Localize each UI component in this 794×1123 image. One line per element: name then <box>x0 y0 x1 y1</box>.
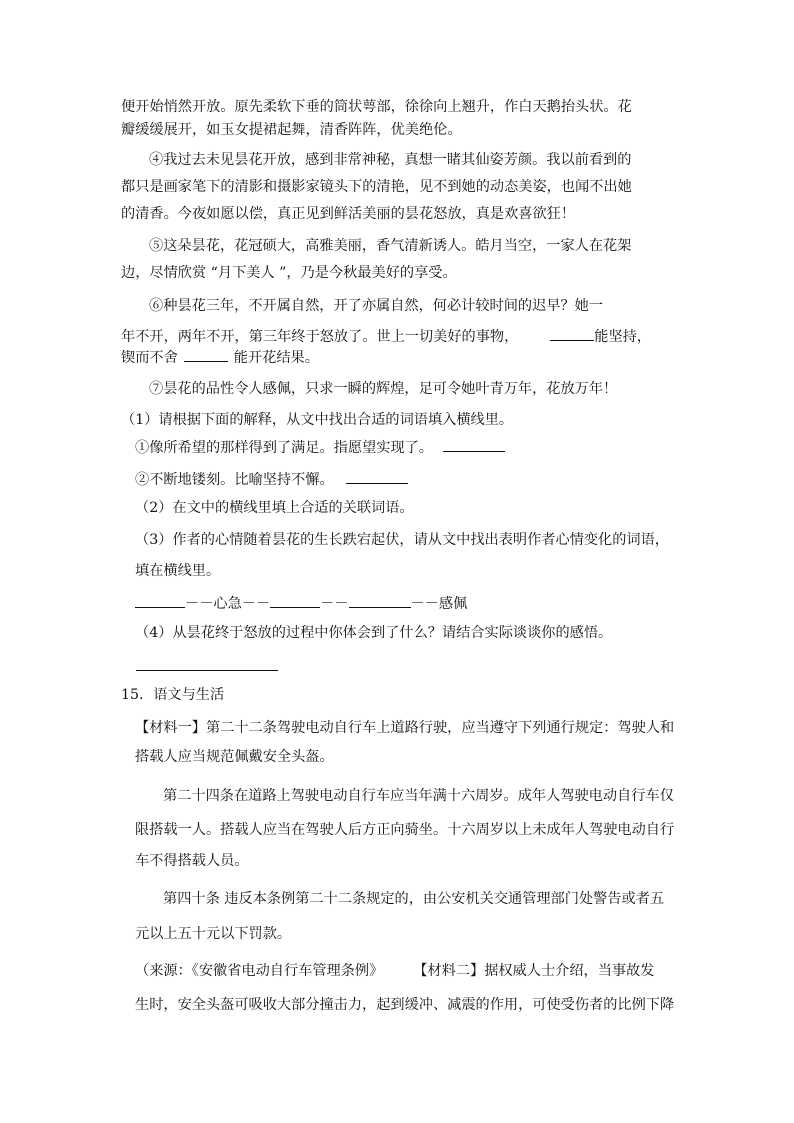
article-24-line-3: 车不得搭载人员。 <box>135 853 249 869</box>
question-2: （2）在文中的横线里填上合适的关联词语。 <box>135 500 414 516</box>
answer-blank-1b[interactable] <box>346 470 408 484</box>
material-2-line-1: 【材料二】据权威人士介绍，当事故发 <box>413 963 655 979</box>
question-1: （1）请根据下面的解释，从文中找出合适的词语填入横线里。 <box>121 412 514 428</box>
question-3-mood-chain <box>135 594 467 613</box>
material-1-line-2: 搭载人应当规范佩戴安全头盔。 <box>135 749 334 765</box>
para-3-line-1: 便开始悄然开放。原先柔软下垂的筒状萼部，徐徐向上翘升，作白天鹅抬头状。花 <box>121 99 632 115</box>
para-7: ⑦昙花的品性令人感佩，只求一瞬的辉煌，足可令她叶青万年，花放万年！ <box>149 381 618 397</box>
source-and-material-2 <box>135 962 654 980</box>
answer-blank-1a[interactable] <box>443 438 505 452</box>
question-4: （4）从昙花终于怒放的过程中你体会到了什么？请结合实际谈谈你的感悟。 <box>135 625 613 641</box>
para-5-line-2: 边，尽情欣赏 “月下美人 ”，乃是今秋最美好的享受。 <box>121 265 457 281</box>
para-6-line-2 <box>121 327 651 346</box>
para-6-line-1: ⑥种昙花三年，不开属自然，开了亦属自然，何必计较时间的迟早？她一 <box>149 298 604 314</box>
article-24-line-1: 第二十四条在道路上驾驶电动自行车应当年满十六周岁。成年人驾驶电动自行车仅 <box>163 788 674 804</box>
mood-text-1: －－心急－－ <box>185 596 271 612</box>
question-1a <box>135 438 505 457</box>
para-6-text-a: 年不开，两年不开，第三年终于怒放了。世上一切美好的事物， <box>121 329 519 345</box>
mood-text-2: －－ <box>320 596 349 612</box>
section-15-title: 15．语文与生活 <box>121 687 225 703</box>
material-1-line-1: 【材料一】第二十二条驾驶电动自行车上道路行驶，应当遵守下列通行规定：驾驶人和 <box>135 720 675 736</box>
question-1b <box>135 470 408 489</box>
mood-text-3: －－感佩 <box>410 596 468 612</box>
material-2-line-2: 生时，安全头盔可吸收大部分撞击力，起到缓冲、减震的作用，可使受伤者的比例下降 <box>135 997 675 1013</box>
para-6-text-d: 能开花结果。 <box>233 350 319 366</box>
para-4-line-2: 都只是画家笔下的清影和摄影家镜头下的清艳，见不到她的动态美姿，也闻不出她 <box>121 179 632 195</box>
article-24-line-2: 限搭载一人。搭载人应当在驾驶人后方正向骑坐。十六周岁以上未成年人驾驶电动自行 <box>135 822 675 838</box>
question-3-line-2: 填在横线里。 <box>135 563 221 579</box>
blank-conjunction-2[interactable] <box>184 348 228 362</box>
mood-blank-2[interactable] <box>270 594 320 608</box>
para-6-line-3 <box>121 348 319 367</box>
article-40-line-2: 元以上五十元以下罚款。 <box>135 926 292 942</box>
question-1b-text: ②不断地镂刻。比喻坚持不懈。 <box>135 472 334 488</box>
article-40-line-1: 第四十条 违反本条例第二十二条规定的，由公安机关交通管理部门处警告或者五 <box>163 891 665 907</box>
source-citation: （来源：《安徽省电动自行车管理条例》 <box>135 963 384 979</box>
para-6-text-b: 能坚持， <box>594 329 652 345</box>
blank-conjunction-1[interactable] <box>550 327 594 341</box>
para-3-line-2: 瓣缓缓展开，如玉女提裙起舞，清香阵阵，优美绝伦。 <box>121 122 462 138</box>
para-4-line-3: 的清香。今夜如愿以偿，真正见到鲜活美丽的昙花怒放，真是欢喜欲狂！ <box>121 206 576 222</box>
answer-line-4[interactable] <box>136 670 278 671</box>
mood-blank-3[interactable] <box>349 594 411 608</box>
question-3: （3）作者的心情随着昙花的生长跌宕起伏，请从文中找出表明作者心情变化的词语， <box>135 532 669 548</box>
question-1a-text: ①像所希望的那样得到了满足。指愿望实现了。 <box>135 440 433 456</box>
para-4-line-1: ④我过去未见昙花开放，感到非常神秘，真想一睹其仙姿芳颜。我以前看到的 <box>149 152 632 168</box>
para-6-text-c: 锲而不舍 <box>121 350 178 366</box>
mood-blank-1[interactable] <box>135 594 185 608</box>
para-5-line-1: ⑤这朵昙花，花冠硕大，高雅美丽，香气清新诱人。皓月当空，一家人在花架 <box>149 238 632 254</box>
